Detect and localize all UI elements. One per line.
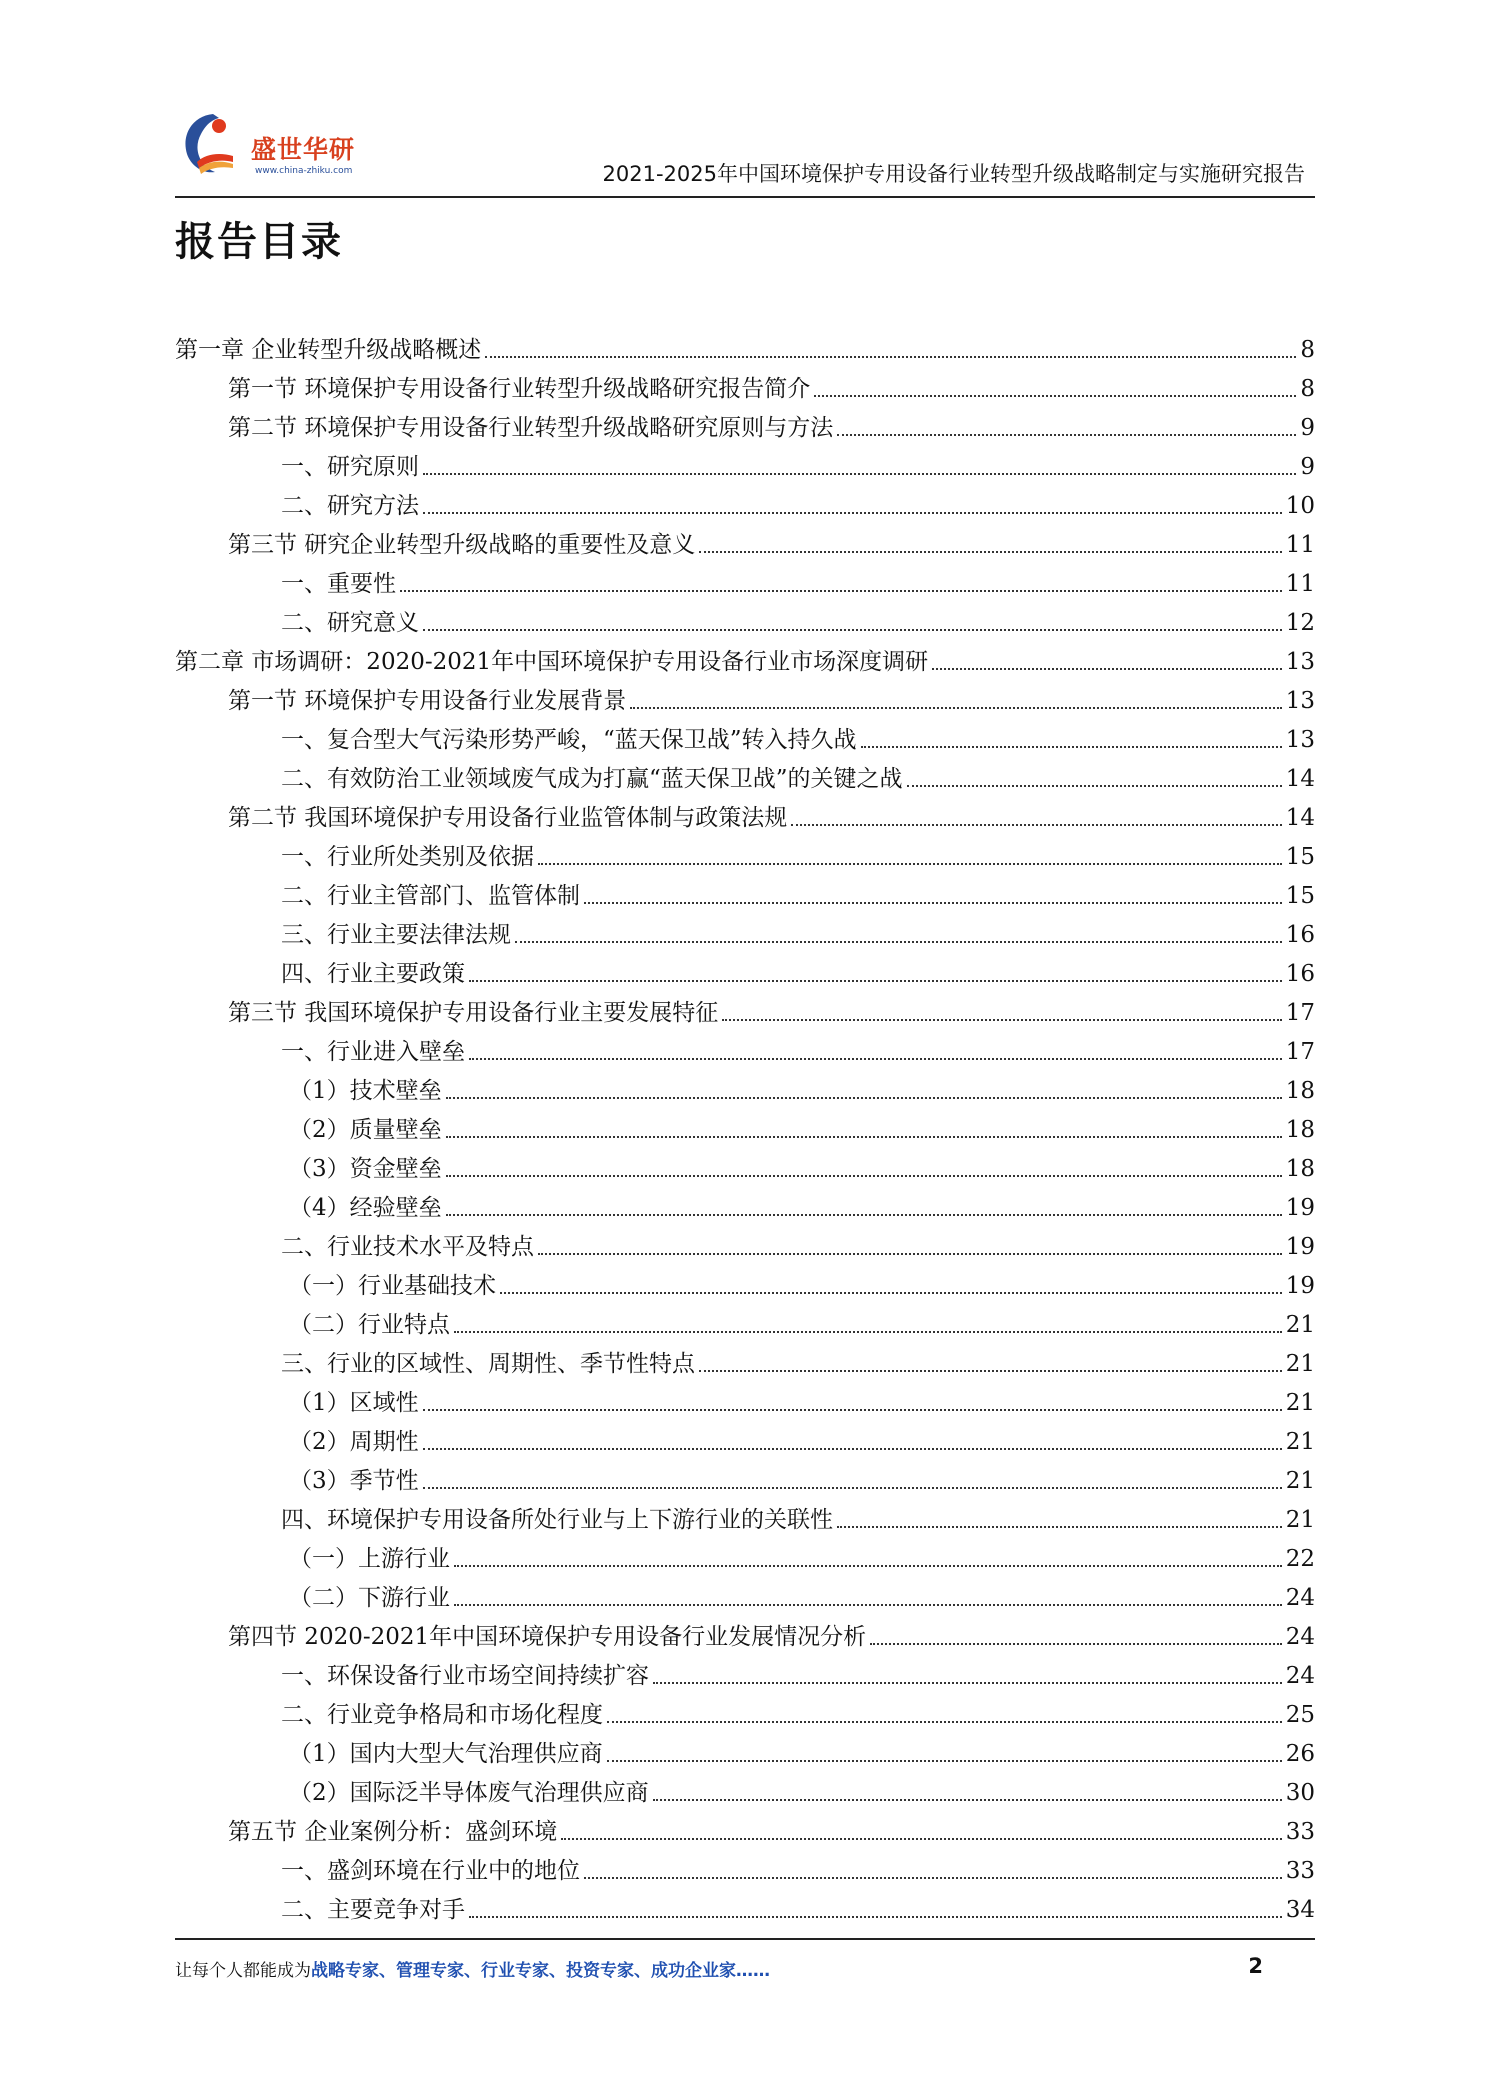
table-of-contents [175,326,1315,1925]
toc-entry[interactable] [175,1418,1315,1457]
report-title: 2021-2025年中国环境保护专用设备行业转型升级战略制定与实施研究报告 [602,162,1305,186]
toc-entry-label: 二、行业技术水平及特点 [281,1234,534,1260]
toc-entry-page: 14 [1285,766,1315,792]
toc-entry-label: 第二节 我国环境保护专用设备行业监管体制与政策法规 [228,805,788,831]
toc-dot-leader [584,902,1282,904]
toc-entry[interactable] [175,599,1315,638]
toc-entry[interactable] [175,1262,1315,1301]
toc-entry-label: 第二章 市场调研：2020-2021年中国环境保护专用设备行业市场深度调研 [175,649,929,675]
toc-dot-leader [485,356,1296,358]
toc-entry-page: 18 [1285,1117,1315,1143]
toc-entry-label: （2）周期性 [289,1429,419,1455]
toc-entry-page: 24 [1285,1663,1315,1689]
toc-entry-page: 24 [1285,1624,1315,1650]
toc-entry-page: 34 [1285,1897,1315,1923]
toc-entry-label: （1）区域性 [289,1390,419,1416]
toc-dot-leader [837,1526,1282,1528]
toc-entry-page: 33 [1285,1858,1315,1884]
toc-entry[interactable] [175,1496,1315,1535]
toc-dot-leader [699,1370,1282,1372]
toc-entry[interactable] [175,1184,1315,1223]
toc-entry-page: 21 [1285,1429,1315,1455]
toc-entry[interactable] [175,1067,1315,1106]
toc-dot-leader [446,1136,1282,1138]
toc-dot-leader [538,1253,1282,1255]
toc-entry[interactable] [175,1106,1315,1145]
toc-dot-leader [791,824,1281,826]
toc-dot-leader [870,1643,1282,1645]
toc-entry[interactable] [175,1301,1315,1340]
toc-dot-leader [454,1604,1282,1606]
toc-entry-label: 第四节 2020-2021年中国环境保护专用设备行业发展情况分析 [228,1624,867,1650]
toc-entry-page: 10 [1285,493,1315,519]
toc-entry[interactable] [175,482,1315,521]
toc-dot-leader [584,1877,1282,1879]
toc-entry[interactable] [175,1223,1315,1262]
toc-dot-leader [515,941,1282,943]
footer-divider [175,1938,1315,1940]
toc-entry-page: 21 [1285,1468,1315,1494]
toc-entry-page: 21 [1285,1507,1315,1533]
toc-dot-leader [561,1838,1281,1840]
toc-entry-label: 一、行业进入壁垒 [281,1039,465,1065]
toc-dot-leader [500,1292,1282,1294]
toc-entry-label: 二、行业主管部门、监管体制 [281,883,580,909]
toc-entry-label: 第五节 企业案例分析：盛剑环境 [228,1819,558,1845]
toc-dot-leader [423,473,1296,475]
toc-entry-label: 二、研究意义 [281,610,419,636]
toc-entry-page: 18 [1285,1078,1315,1104]
toc-entry[interactable] [175,833,1315,872]
toc-entry-label: 第一节 环境保护专用设备行业转型升级战略研究报告简介 [228,376,811,402]
toc-entry-page: 9 [1300,415,1315,441]
toc-dot-leader [446,1097,1282,1099]
toc-entry-page: 11 [1285,532,1315,558]
toc-entry-page: 13 [1285,727,1315,753]
toc-dot-leader [454,1331,1282,1333]
toc-entry-page: 15 [1285,844,1315,870]
toc-entry[interactable] [175,1379,1315,1418]
toc-entry[interactable] [175,560,1315,599]
toc-entry-label: 四、环境保护专用设备所处行业与上下游行业的关联性 [281,1507,833,1533]
toc-entry[interactable] [175,443,1315,482]
toc-dot-leader [454,1565,1282,1567]
toc-entry[interactable] [175,365,1315,404]
toc-entry[interactable] [175,326,1315,365]
toc-entry-label: 二、行业竞争格局和市场化程度 [281,1702,603,1728]
toc-entry-page: 25 [1285,1702,1315,1728]
toc-entry-label: （3）季节性 [289,1468,419,1494]
toc-entry-label: 第一节 环境保护专用设备行业发展背景 [228,688,627,714]
toc-entry-page: 19 [1285,1234,1315,1260]
toc-dot-leader [423,1409,1282,1411]
toc-entry[interactable] [175,1613,1315,1652]
toc-entry[interactable] [175,1886,1315,1925]
toc-entry[interactable] [175,677,1315,716]
toc-dot-leader [469,980,1282,982]
toc-entry[interactable] [175,755,1315,794]
toc-dot-leader [538,863,1282,865]
toc-dot-leader [861,746,1282,748]
toc-entry[interactable] [175,521,1315,560]
toc-dot-leader [907,785,1282,787]
page-number: 2 [1248,1954,1263,1978]
toc-entry[interactable] [175,1145,1315,1184]
toc-entry-label: （2）国际泛半导体废气治理供应商 [289,1780,649,1806]
toc-entry[interactable] [175,1808,1315,1847]
toc-entry-page: 19 [1285,1195,1315,1221]
toc-entry-label: 第三节 研究企业转型升级战略的重要性及意义 [228,532,696,558]
toc-entry[interactable] [175,911,1315,950]
toc-entry-page: 17 [1285,1039,1315,1065]
toc-dot-leader [423,1448,1282,1450]
toc-entry-label: 二、主要竞争对手 [281,1897,465,1923]
toc-dot-leader [653,1682,1282,1684]
toc-entry-page: 18 [1285,1156,1315,1182]
logo-text: 盛世华研 [251,135,356,164]
toc-entry[interactable] [175,1847,1315,1886]
toc-entry[interactable] [175,794,1315,833]
toc-entry[interactable] [175,1769,1315,1808]
toc-entry[interactable] [175,989,1315,1028]
toc-entry-label: 第一章 企业转型升级战略概述 [175,337,482,363]
footer-slogan-roles: 战略专家、管理专家、行业专家、投资专家、成功企业家…… [311,1961,770,1981]
toc-entry-label: 一、行业所处类别及依据 [281,844,534,870]
toc-entry-page: 14 [1285,805,1315,831]
toc-entry-label: 一、复合型大气污染形势严峻，“蓝天保卫战”转入持久战 [281,727,857,753]
toc-entry-page: 33 [1285,1819,1315,1845]
toc-entry-page: 8 [1300,376,1315,402]
footer-slogan-prefix: 让每个人都能成为 [175,1961,311,1981]
toc-dot-leader [469,1058,1282,1060]
toc-entry[interactable] [175,1574,1315,1613]
toc-entry-label: （一）上游行业 [289,1546,450,1572]
logo-swirl-icon [175,104,255,184]
toc-entry[interactable] [175,950,1315,989]
toc-dot-leader [653,1799,1282,1801]
toc-dot-leader [423,1487,1282,1489]
toc-entry-page: 24 [1285,1585,1315,1611]
toc-entry[interactable] [175,716,1315,755]
toc-entry[interactable] [175,404,1315,443]
toc-entry-page: 17 [1285,1000,1315,1026]
toc-entry-page: 26 [1285,1741,1315,1767]
page-header [175,100,1315,198]
toc-dot-leader [423,629,1282,631]
toc-dot-leader [607,1760,1282,1762]
toc-dot-leader [837,434,1296,436]
toc-entry[interactable] [175,638,1315,677]
toc-entry[interactable] [175,1535,1315,1574]
toc-entry-page: 8 [1300,337,1315,363]
toc-dot-leader [446,1214,1282,1216]
toc-entry[interactable] [175,1652,1315,1691]
toc-entry[interactable] [175,1730,1315,1769]
toc-entry-page: 12 [1285,610,1315,636]
toc-entry-label: 二、有效防治工业领域废气成为打赢“蓝天保卫战”的关键之战 [281,766,903,792]
toc-dot-leader [469,1916,1282,1918]
toc-entry-label: （1）国内大型大气治理供应商 [289,1741,603,1767]
toc-entry-label: 二、研究方法 [281,493,419,519]
toc-entry-page: 16 [1285,961,1315,987]
toc-entry-label: （1）技术壁垒 [289,1078,442,1104]
toc-dot-leader [699,551,1281,553]
toc-entry-label: （3）资金壁垒 [289,1156,442,1182]
toc-entry-label: 一、环保设备行业市场空间持续扩容 [281,1663,649,1689]
toc-entry[interactable] [175,1340,1315,1379]
toc-entry-page: 30 [1285,1780,1315,1806]
toc-entry[interactable] [175,872,1315,911]
toc-entry-label: 第二节 环境保护专用设备行业转型升级战略研究原则与方法 [228,415,834,441]
toc-dot-leader [814,395,1296,397]
logo [175,104,405,184]
toc-dot-leader [423,512,1282,514]
toc-dot-leader [446,1175,1282,1177]
toc-entry-page: 21 [1285,1390,1315,1416]
logo-url: www.china-zhiku.com [255,166,353,176]
toc-entry-label: （二）下游行业 [289,1585,450,1611]
toc-entry-label: 一、盛剑环境在行业中的地位 [281,1858,580,1884]
toc-entry-page: 19 [1285,1273,1315,1299]
toc-entry[interactable] [175,1457,1315,1496]
toc-entry-label: 第三节 我国环境保护专用设备行业主要发展特征 [228,1000,719,1026]
toc-entry-label: （二）行业特点 [289,1312,450,1338]
toc-entry-page: 21 [1285,1312,1315,1338]
toc-entry[interactable] [175,1028,1315,1067]
toc-entry-page: 16 [1285,922,1315,948]
toc-entry-page: 15 [1285,883,1315,909]
toc-entry-page: 13 [1285,649,1315,675]
page-footer [175,1956,1315,1986]
toc-entry-page: 22 [1285,1546,1315,1572]
toc-entry-label: （2）质量壁垒 [289,1117,442,1143]
toc-entry-label: （一）行业基础技术 [289,1273,496,1299]
toc-entry-label: 四、行业主要政策 [281,961,465,987]
toc-dot-leader [722,1019,1281,1021]
toc-entry[interactable] [175,1691,1315,1730]
toc-entry-page: 21 [1285,1351,1315,1377]
page-title: 报告目录 [175,219,343,265]
toc-dot-leader [607,1721,1282,1723]
toc-dot-leader [400,590,1282,592]
toc-entry-label: （4）经验壁垒 [289,1195,442,1221]
toc-entry-label: 一、重要性 [281,571,396,597]
toc-entry-page: 11 [1285,571,1315,597]
toc-entry-page: 9 [1300,454,1315,480]
toc-dot-leader [932,668,1282,670]
toc-entry-label: 一、研究原则 [281,454,419,480]
toc-entry-page: 13 [1285,688,1315,714]
toc-entry-label: 三、行业的区域性、周期性、季节性特点 [281,1351,695,1377]
toc-entry-label: 三、行业主要法律法规 [281,922,511,948]
toc-dot-leader [630,707,1281,709]
